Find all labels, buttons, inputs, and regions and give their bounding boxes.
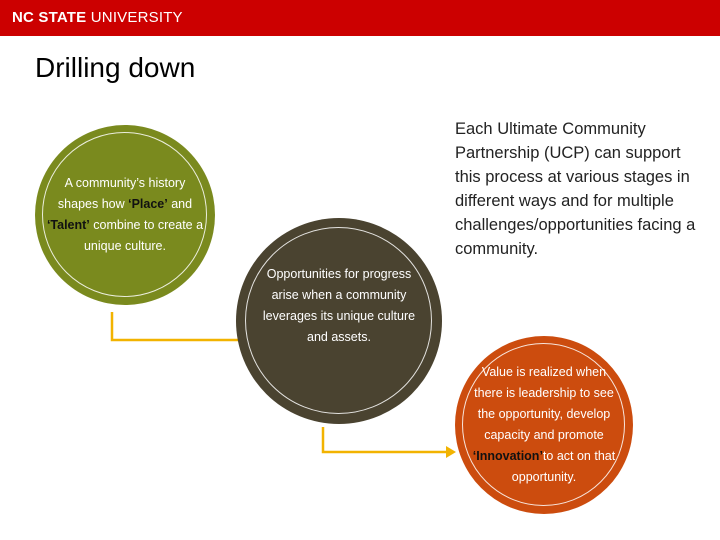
ucp-description: Each Ultimate Community Partnership (UCP) can support this process at various stages in different ways and for multiple challenges/opportunities facing a community. (455, 120, 696, 258)
brand-light: UNIVERSITY (90, 9, 183, 26)
arrowhead-2 (446, 446, 456, 458)
history-circle (35, 125, 215, 305)
value-circle (455, 336, 633, 514)
connector-arrow-1 (112, 312, 242, 340)
opportunities-circle-text: Opportunities for progress arise when a community leverages its unique culture and assets. (262, 267, 416, 344)
slide-title: Drilling down (35, 52, 196, 83)
place-keyword: ‘Place’ (128, 197, 168, 211)
brand-bold: NC STATE (12, 9, 87, 26)
connector-arrow-2 (323, 427, 446, 452)
talent-keyword: ‘Talent’ (46, 218, 90, 232)
opportunities-circle (236, 218, 442, 424)
value-circle-text: Value is realized when there is leadership to see the opportunity, develop capacity and promote ‘Innovation’to act on that opportunity. (472, 365, 616, 484)
history-circle-text: A community’s history shapes how ‘Place’ and ‘Talent’ combine to create a unique culture. (46, 176, 204, 253)
innovation-keyword: ‘Innovation’ (472, 449, 543, 463)
